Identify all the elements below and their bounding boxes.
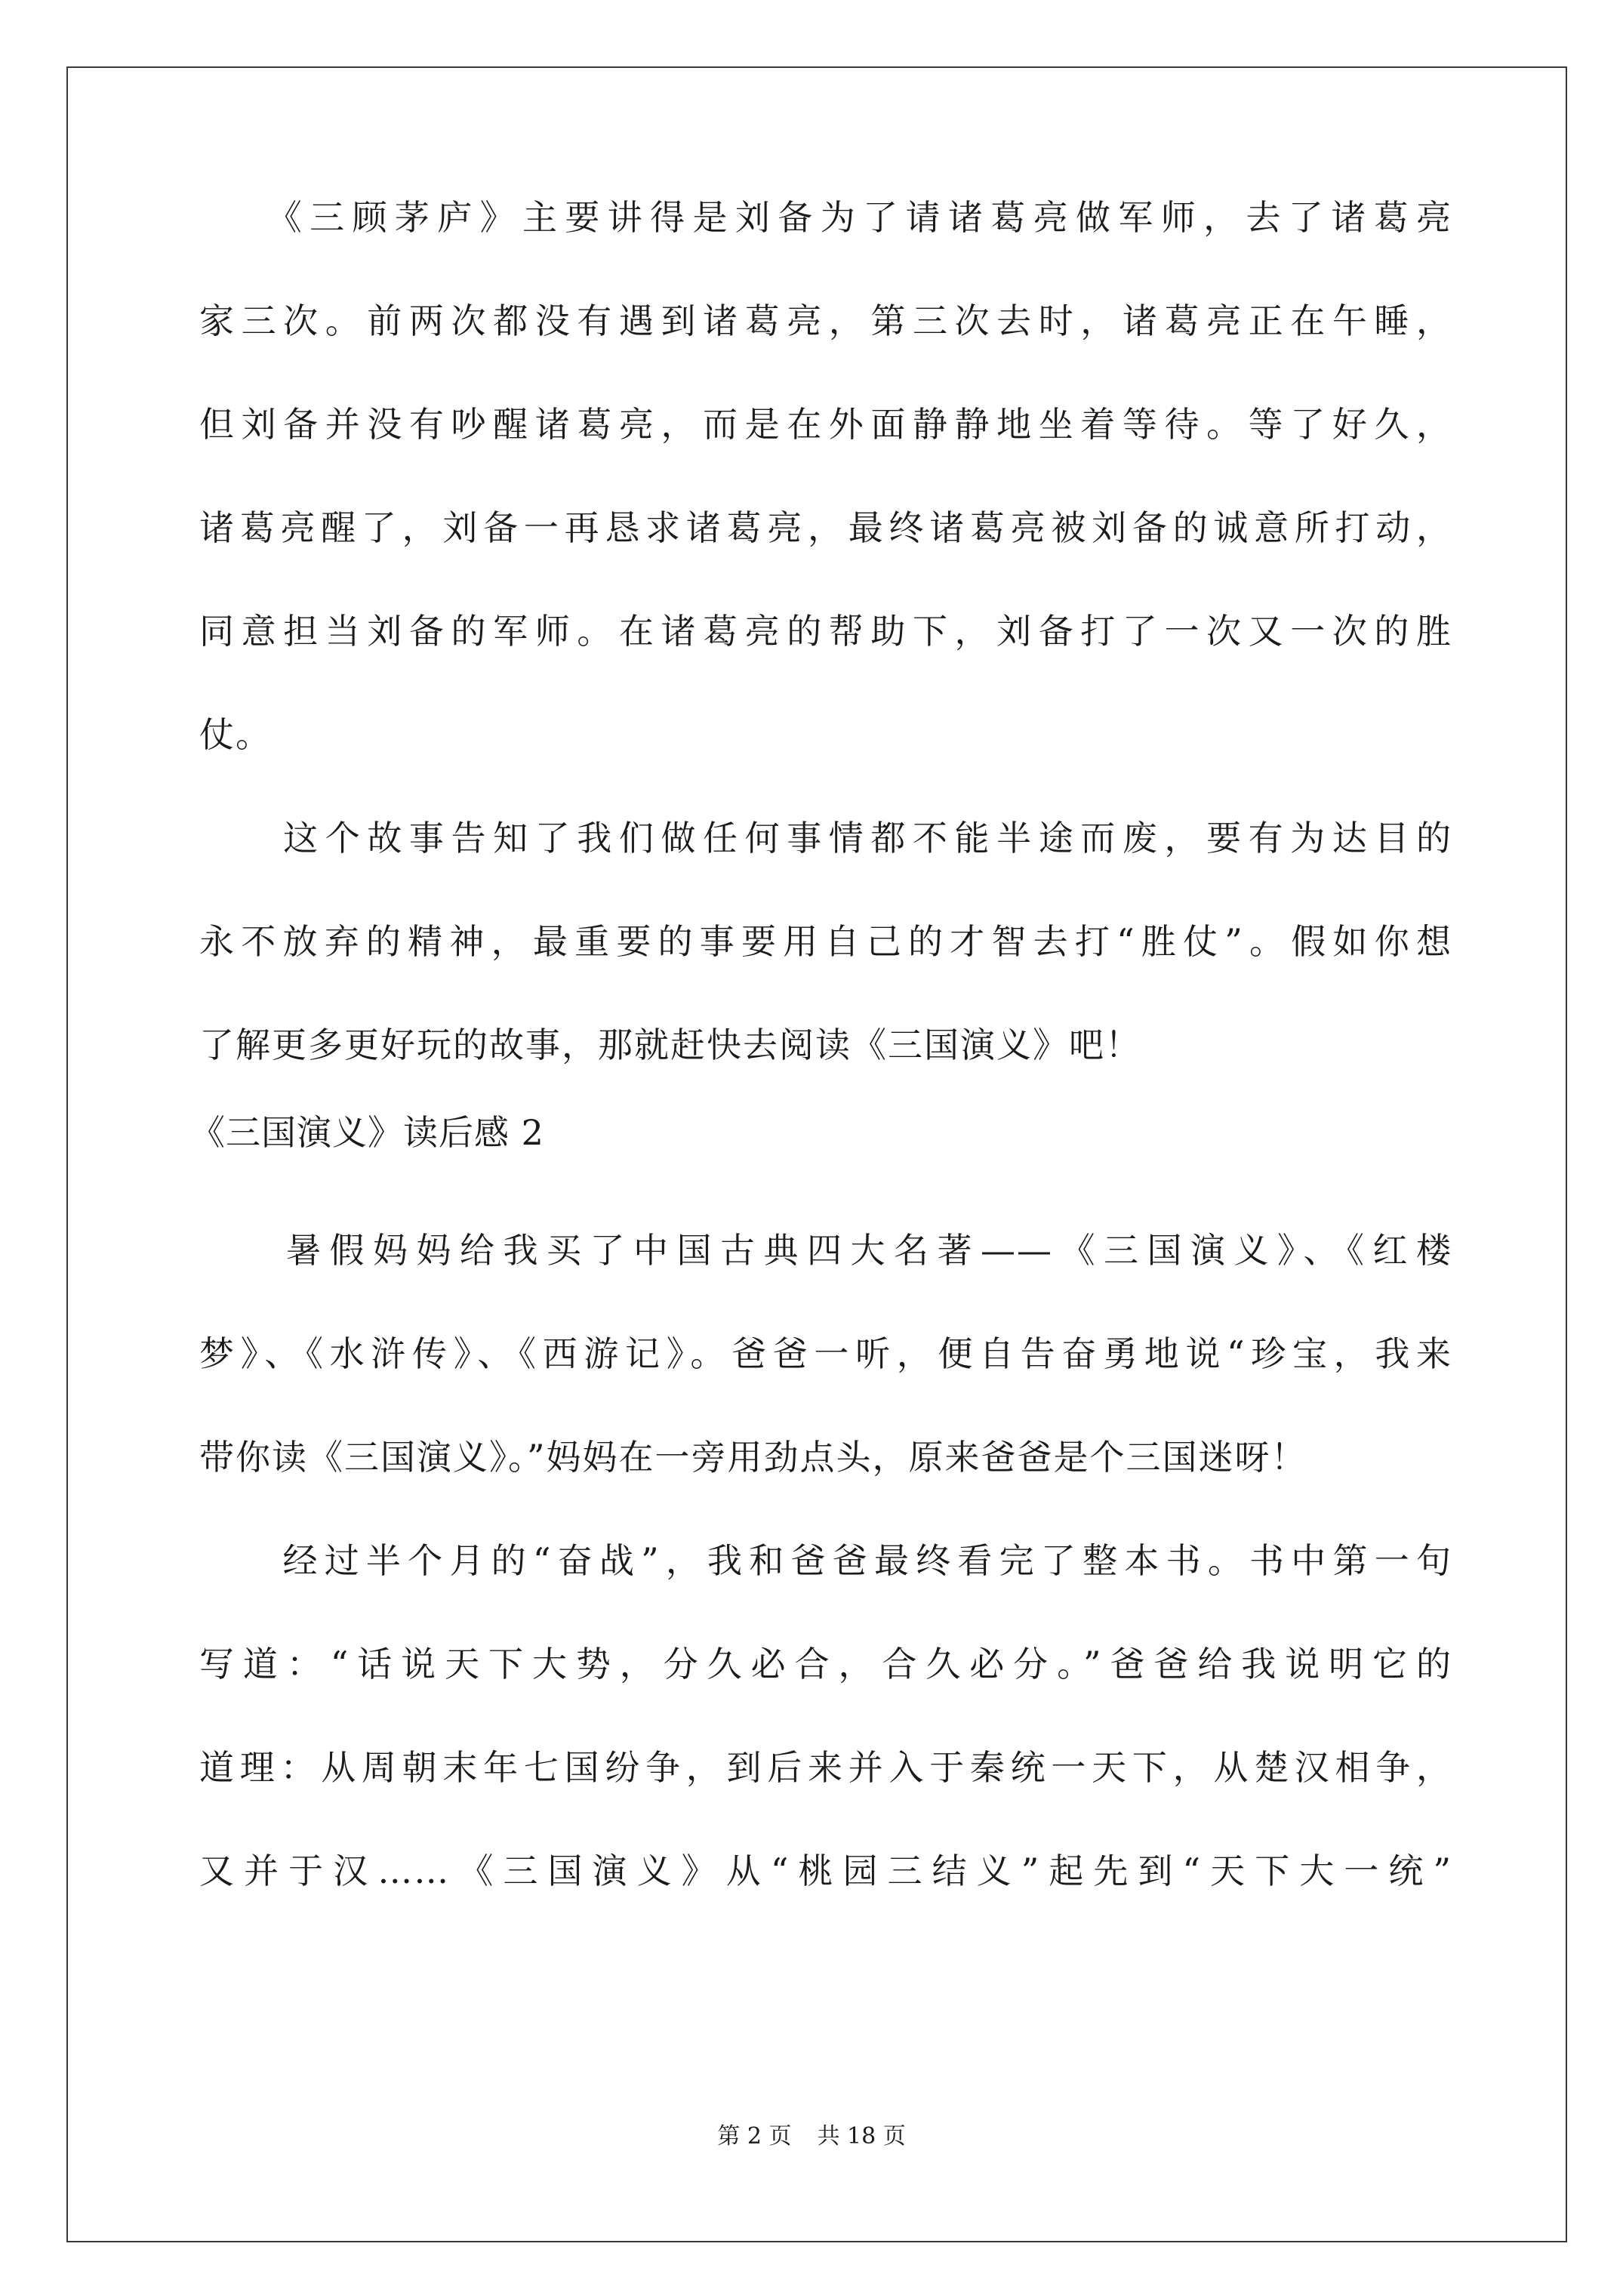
text-line: 诸葛亮醒了，刘备一再恳求诸葛亮，最终诸葛亮被刘备的诚意所打动， [199, 507, 1452, 548]
text-line: 同意担当刘备的军师。在诸葛亮的帮助下，刘备打了一次又一次的胜 [199, 611, 1452, 652]
page-total: 共 18 页 [817, 2123, 906, 2150]
page-footer [0, 2125, 1623, 2148]
text-line: 仗。 [199, 714, 272, 755]
text-line: 家三次。前两次都没有遇到诸葛亮，第三次去时，诸葛亮正在午睡， [199, 300, 1452, 341]
paragraph [199, 818, 1452, 1065]
text-line: 梦》、《水浒传》、《西游记》。爸爸一听，便自告奋勇地说“珍宝，我来 [199, 1333, 1452, 1374]
paragraph [199, 197, 1452, 755]
text-line: 暑假妈妈给我买了中国古典四大名著——《三国演义》、《红楼 [199, 1230, 1452, 1271]
text-line: 但刘备并没有吵醒诸葛亮，而是在外面静静地坐着等待。等了好久， [199, 404, 1452, 445]
text-line: 又并于汉……《三国演义》从“桃园三结义”起先到“天下大一统” [199, 1851, 1452, 1891]
page-number: 第 2 页 [717, 2123, 792, 2150]
paragraph [199, 1540, 1452, 1891]
document-body [190, 197, 1452, 1891]
text-line: 道理：从周朝末年七国纷争，到后来并入于秦统一天下，从楚汉相争， [199, 1747, 1452, 1788]
text-line: 《三顾茅庐》主要讲得是刘备为了请诸葛亮做军师，去了诸葛亮 [199, 197, 1452, 238]
section-heading: 《三国演义》读后感 2 [190, 1112, 544, 1153]
text-line: 带你读《三国演义》。”妈妈在一旁用劲点头，原来爸爸是个三国迷呀！ [199, 1437, 1307, 1478]
text-line: 这个故事告知了我们做任何事情都不能半途而废，要有为达目的 [199, 818, 1452, 858]
text-line: 了解更多更好玩的故事，那就赶快去阅读《三国演义》吧！ [199, 1025, 1141, 1065]
text-line: 永不放弃的精神，最重要的事要用自己的才智去打“胜仗”。假如你想 [199, 921, 1452, 962]
text-line: 写道：“话说天下大势，分久必合，合久必分。”爸爸给我说明它的 [199, 1644, 1452, 1684]
paragraph [199, 1230, 1452, 1478]
text-line: 经过半个月的“奋战”，我和爸爸最终看完了整本书。书中第一句 [199, 1540, 1452, 1581]
